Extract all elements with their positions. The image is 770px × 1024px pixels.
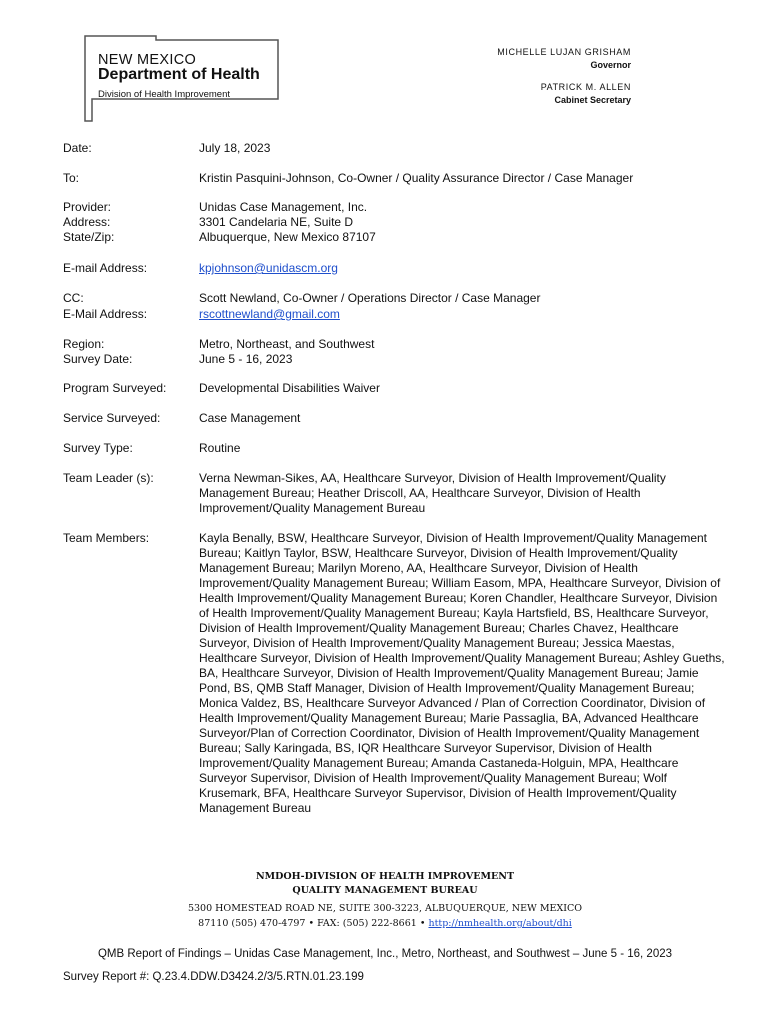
survey-report-number: Survey Report #: Q.23.4.DDW.D3424.2/3/5.RTN.01.23.199 — [63, 971, 364, 983]
footer-address: 5300 HOMESTEAD ROAD NE, SUITE 300-3223, ALBUQUERQUE, NEW MEXICO — [187, 903, 583, 914]
logo-text-department: Department of Health — [98, 66, 260, 83]
footer-phone-line — [0, 916, 770, 931]
program-label: Program Surveyed: — [63, 381, 167, 395]
survey-date-value: June 5 - 16, 2023 — [199, 352, 293, 366]
team-leader-label: Team Leader (s): — [63, 471, 154, 485]
team-leader-value: Verna Newman-Sikes, AA, Healthcare Surveyor, Division of Health Improvement/Quality Management Bureau; Heather Driscoll, AA, Healthcare Surveyor, Division of Health Improvement/Quality Management Bureau — [199, 471, 666, 515]
address-value: 3301 Candelaria NE, Suite D — [199, 215, 354, 229]
governor-name: MICHELLE LUJAN GRISHAM — [497, 47, 631, 57]
cc-value: Scott Newland, Co-Owner / Operations Director / Case Manager — [199, 291, 541, 305]
governor-title: Governor — [590, 59, 631, 70]
address-label: Address: — [63, 215, 111, 229]
region-label: Region: — [63, 337, 105, 351]
secretary-title: Cabinet Secretary — [554, 94, 631, 105]
program-value: Developmental Disabilities Waiver — [199, 381, 380, 395]
region-value: Metro, Northeast, and Southwest — [199, 337, 375, 351]
footer-url-link[interactable]: http://nmhealth.org/about/dhi — [428, 918, 572, 929]
report-line: QMB Report of Findings – Unidas Case Management, Inc., Metro, Northeast, and Southwest – June 5 - 16, 2023 — [97, 948, 673, 960]
email-link[interactable]: kpjohnson@unidascm.org — [199, 261, 338, 275]
provider-value: Unidas Case Management, Inc. — [199, 200, 368, 214]
state-zip-value: Albuquerque, New Mexico 87107 — [199, 230, 376, 244]
secretary-name: PATRICK M. ALLEN — [540, 82, 631, 92]
footer-contact — [0, 901, 770, 931]
footer-org-line1: NMDOH-DIVISION OF HEALTH IMPROVEMENT — [255, 871, 515, 882]
footer-org — [0, 870, 770, 898]
service-value: Case Management — [199, 411, 301, 425]
cc-label: CC: — [63, 291, 84, 305]
to-value: Kristin Pasquini-Johnson, Co-Owner / Quality Assurance Director / Case Manager — [199, 171, 634, 185]
team-members-label: Team Members: — [63, 531, 150, 545]
cc-email-link[interactable]: rscottnewland@gmail.com — [199, 307, 340, 321]
email-label: E-mail Address: — [63, 261, 148, 275]
officials-block — [497, 46, 631, 106]
footer-org-line2: QUALITY MANAGEMENT BUREAU — [292, 885, 478, 896]
cc-email-label: E-Mail Address: — [63, 307, 148, 321]
nmdoh-logo — [84, 35, 284, 125]
to-label: To: — [63, 171, 80, 185]
survey-type-label: Survey Type: — [63, 441, 133, 455]
state-zip-label: State/Zip: — [63, 230, 115, 244]
date-value: July 18, 2023 — [199, 141, 271, 155]
logo-text-new-mexico: NEW MEXICO — [98, 52, 197, 68]
logo-text-division: Division of Health Improvement — [98, 89, 230, 100]
provider-label: Provider: — [63, 200, 112, 214]
survey-type-value: Routine — [199, 441, 241, 455]
date-label: Date: — [63, 141, 92, 155]
footer-phone: 87110 (505) 470-4797 • FAX: (505) 222-8661 • — [198, 918, 429, 929]
survey-date-label: Survey Date: — [63, 352, 133, 366]
service-label: Service Surveyed: — [63, 411, 161, 425]
team-members-value: Kayla Benally, BSW, Healthcare Surveyor, Division of Health Improvement/Quality Management Bureau; Kaitlyn Taylor, BSW, Healthcare Surveyor, Division of Health Improvement/Quality Management Bureau; Marilyn Moreno, AA, Healthcare Surveyor, Division of Health Improvement/Quality Management Bureau; William Easom, MPA, Healthcare Surveyor, Division of Health Improvement/Quality Management Bureau; Koren Chandler, Healthcare Surveyor, Division of Health Improvement/Quality Management Bureau; Kayla Hartsfield, BS, Healthcare Surveyor, Division of Health Improvement/Quality Management Bureau; Charles Chavez, Healthcare Surveyor, Division of Health Improvement/Quality Management Bureau; Jessica Maestas, Healthcare Surveyor, Division of Health Improvement/Quality Management Bureau; Ashley Gueths, BA, Healthcare Surveyor, Division of Health Improvement/Quality Management Bureau; Jamie Pond, BS, QMB Staff Manager, Division of Health Improvement/Quality Management Bureau; Monica Valdez, BS, Healthcare Surveyor Advanced / Plan of Correction Coordinator, Division of Health Improvement/Quality Management Bureau; Marie Passaglia, BA, Advanced Healthcare Surveyor/Plan of Correction Coordinator, Division of Health Improvement/Quality Management Bureau; Sally Karingada, BS, IQR Healthcare Surveyor Supervisor, Division of Health Improvement/Quality Management Bureau; Amanda Castaneda-Holguin, MPA, Healthcare Surveyor Supervisor, Division of Health Improvement/Quality Management Bureau; Wolf Krusemark, BFA, Healthcare Surveyor Supervisor, Division of Health Improvement/Quality Management Bureau — [199, 531, 725, 815]
